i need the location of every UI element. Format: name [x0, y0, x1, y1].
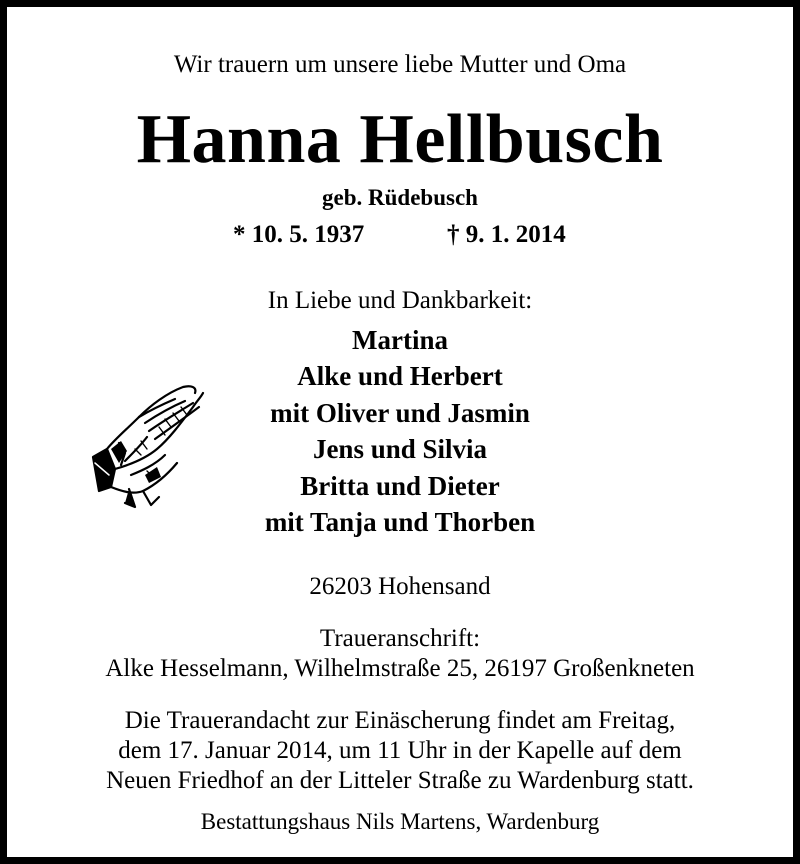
mourner-line: mit Tanja und Thorben	[264, 507, 536, 537]
place-text: 26203 Hohensand	[309, 573, 491, 600]
birth-date: * 10. 5. 1937	[233, 221, 365, 248]
mourner-line: Jens und Silvia	[312, 434, 488, 464]
deceased-name: Hanna Hellbusch	[136, 101, 664, 178]
mourner-line: Britta und Dieter	[300, 471, 500, 501]
ceremony-line: Die Trauerandacht zur Einäscherung findet am Freitag,	[124, 707, 676, 734]
ceremony-line: dem 17. Januar 2014, um 11 Uhr in der Kapelle auf dem	[118, 737, 682, 764]
mourning-address: Alke Hesselmann, Wilhelmstraße 25, 26197 Großenkneten	[105, 655, 695, 682]
mourner-line: Martina	[352, 325, 448, 355]
mourner-line: mit Oliver und Jasmin	[270, 398, 530, 428]
gratitude-text: In Liebe und Dankbarkeit:	[267, 287, 533, 314]
address-title: Traueranschrift:	[319, 625, 481, 652]
maiden-name: geb. Rüdebusch	[322, 185, 478, 210]
ceremony-line: Neuen Friedhof an der Litteler Straße zu Wardenburg statt.	[106, 767, 694, 794]
intro-text: Wir trauern um unsere liebe Mutter und Oma	[173, 51, 627, 78]
death-date: † 9. 1. 2014	[447, 221, 566, 248]
mourner-line: Alke und Herbert	[297, 361, 503, 391]
undertaker-text: Bestattungshaus Nils Martens, Wardenburg	[200, 809, 600, 834]
